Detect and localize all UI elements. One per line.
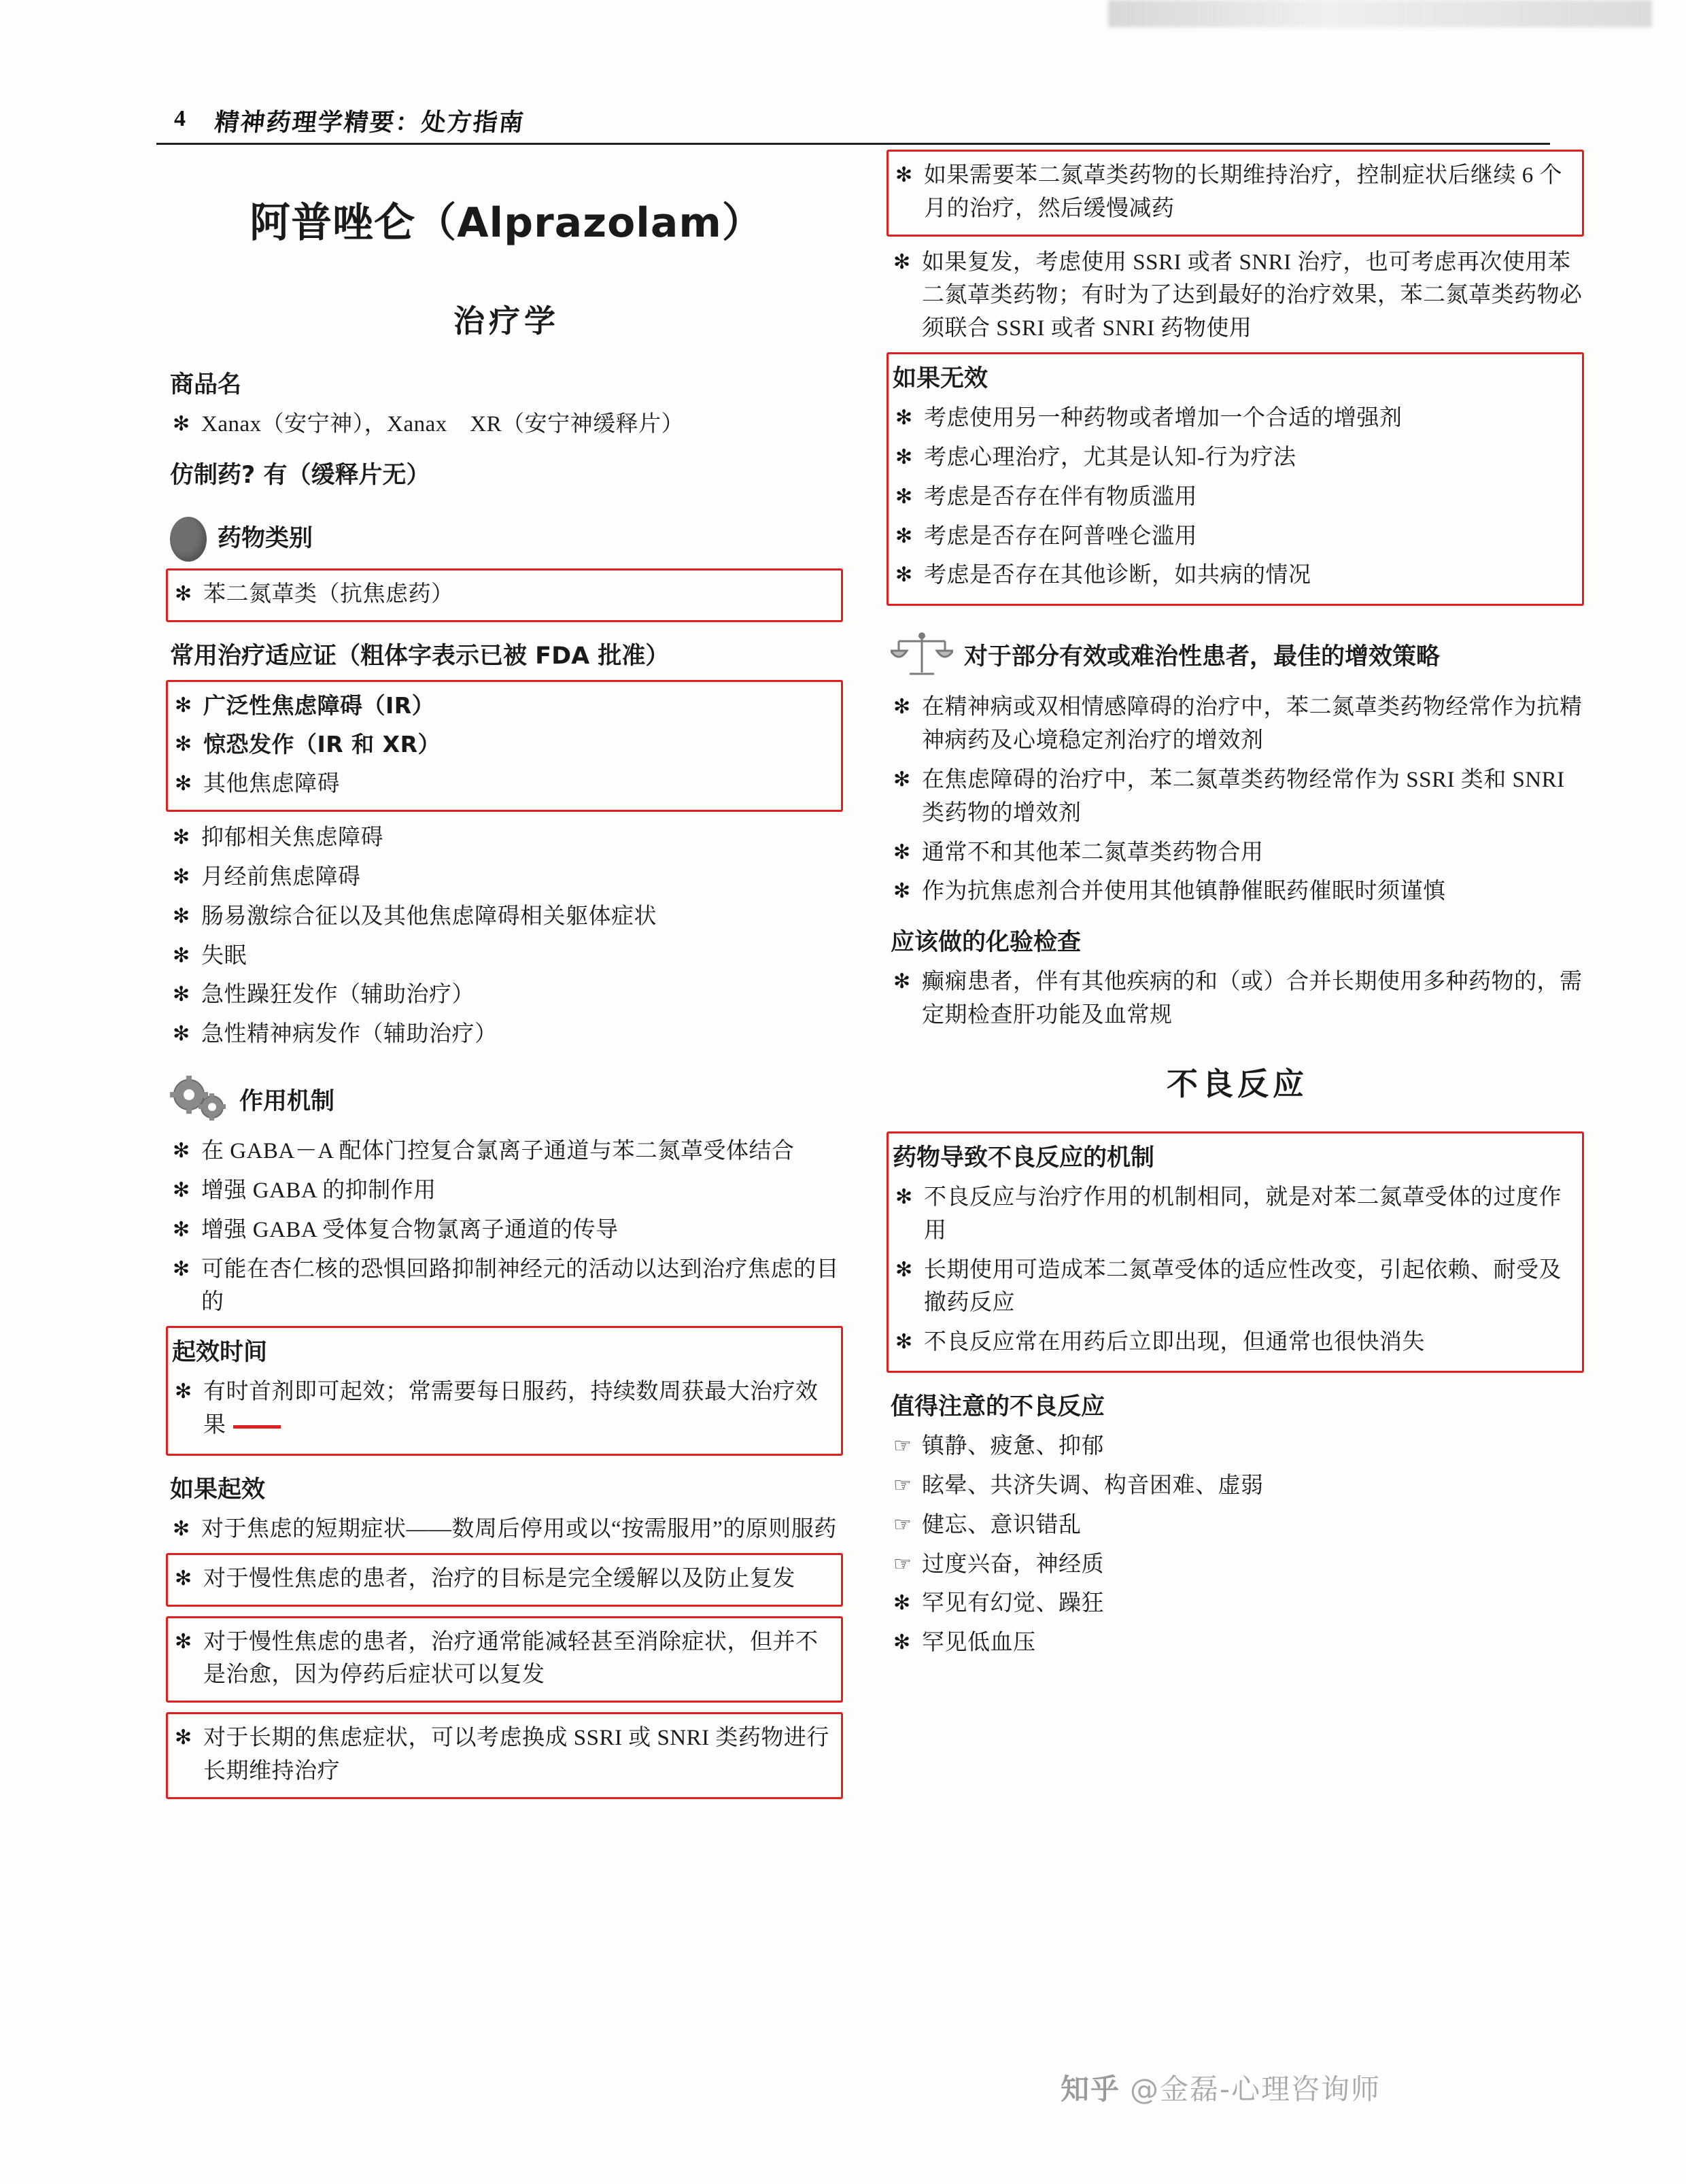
list-item-text: 过度兴奋，神经质: [922, 1552, 1104, 1577]
star-bullet-icon: ✻: [893, 250, 911, 273]
list-item: [893, 481, 1575, 514]
list-item-text: 惊恐发作（IR 和 XR）: [203, 731, 441, 758]
list-item-text: 对于慢性焦虑的患者，治疗的目标是完全缓解以及防止复发: [203, 1566, 795, 1591]
heading-notable-adverse: 值得注意的不良反应: [891, 1393, 1105, 1421]
highlight-box-if-works-2: [166, 1616, 843, 1703]
list-item: [170, 900, 843, 934]
star-bullet-icon: ✻: [175, 1630, 192, 1653]
watermark-logo: 知乎: [1061, 2072, 1121, 2106]
list-item: [172, 689, 834, 723]
augmentation-list: [891, 691, 1584, 908]
star-bullet-icon: ✻: [173, 1257, 190, 1280]
star-bullet-icon: ✻: [893, 1592, 911, 1615]
list-item: [891, 836, 1584, 870]
relapse-list: [891, 246, 1584, 345]
star-bullet-icon: ✻: [895, 164, 913, 186]
star-bullet-icon: ✻: [175, 732, 192, 757]
highlight-box-onset: [166, 1326, 843, 1456]
heading-adverse-mechanism: 药物导致不良反应的机制: [893, 1144, 1155, 1172]
star-bullet-icon: ✻: [895, 1185, 913, 1208]
list-item-text: 在精神病或双相情感障碍的治疗中，苯二氮䓬类药物经常作为抗精神病药及心境稳定剂治疗的增效剂: [922, 695, 1583, 753]
star-bullet-icon: ✻: [895, 564, 913, 587]
list-item-text: 眩晕、共济失调、构音困难、虚弱: [922, 1473, 1264, 1498]
highlight-box-maintenance: [887, 150, 1584, 237]
heading-indications: 常用治疗适应证（粗体字表示已被 FDA 批准）: [170, 642, 670, 670]
list-item: [891, 1509, 1584, 1542]
list-item-text: 对于慢性焦虑的患者，治疗通常能减轻甚至消除症状，但并不是治愈，因为停药后症状可以复发: [203, 1629, 819, 1688]
list-item-text: 不良反应与治疗作用的机制相同，就是对苯二氮䓬受体的过度作用: [924, 1184, 1562, 1243]
watermark: [1061, 2067, 1381, 2108]
star-bullet-icon: ✻: [893, 696, 911, 719]
list-item: [172, 1563, 834, 1596]
star-bullet-icon: ✻: [173, 413, 190, 435]
list-item-text: 不良反应常在用药后立即出现，但通常也很快消失: [924, 1330, 1425, 1355]
list-item: [893, 559, 1575, 592]
drug-class-list: [172, 578, 834, 611]
list-item-text: 长期使用可造成苯二氮䓬受体的适应性改变，引起依赖、耐受及撤药反应: [924, 1257, 1562, 1316]
star-bullet-icon: ✻: [173, 944, 190, 967]
indications-bold-list: [172, 689, 834, 801]
adverse-mechanism-list: [893, 1181, 1575, 1359]
highlight-box-if-works-1: [166, 1553, 843, 1607]
highlight-box-if-works-3: [166, 1712, 843, 1799]
list-item: [891, 966, 1584, 1032]
heading-if-works: 如果起效: [170, 1475, 266, 1503]
star-bullet-icon: ✻: [893, 970, 911, 993]
list-item-text: 对于焦虑的短期症状——数周后停用或以“按需服用”的原则服药: [201, 1516, 837, 1541]
list-item: [172, 1376, 834, 1442]
list-item: [891, 1469, 1584, 1503]
hand-bullet-icon: ☞: [893, 1513, 912, 1536]
list-item-text: 如果复发，考虑使用 SSRI 或者 SNRI 治疗，也可考虑再次使用苯二氮䓬类药物；有时为了达到最好的治疗效果，苯二氮䓬类药物必须联合 SSRI 或者 SNRI 药物使用: [922, 250, 1583, 341]
list-item: [893, 520, 1575, 553]
list-item: [893, 159, 1575, 226]
heading-generic: 仿制药? 有（缓释片无）: [170, 461, 430, 489]
heading-onset: 起效时间: [172, 1339, 268, 1367]
gears-icon: [170, 1076, 228, 1128]
if-works-list: [170, 1513, 843, 1546]
list-item: [891, 1430, 1584, 1463]
list-item-text: 增强 GABA 的抑制作用: [201, 1178, 436, 1203]
star-bullet-icon: ✻: [173, 1517, 190, 1540]
list-item: [172, 768, 834, 801]
list-item: [170, 821, 843, 855]
onset-list: [172, 1376, 834, 1442]
hand-bullet-icon: ☞: [893, 1435, 912, 1458]
list-item-text: 考虑是否存在伴有物质滥用: [924, 484, 1197, 509]
page-title: 阿普唑仑（Alprazolam）: [250, 199, 763, 247]
brand-name-list: [170, 408, 843, 441]
list-item-text: 广泛性焦虑障碍（IR）: [203, 692, 435, 719]
star-bullet-icon: ✻: [893, 768, 911, 791]
list-item-text: 癫痫患者，伴有其他疾病的和（或）合并长期使用多种药物的，需定期检查肝功能及血常规: [922, 970, 1583, 1028]
lab-tests-list: [891, 966, 1584, 1032]
list-item-text: 考虑是否存在阿普唑仑滥用: [924, 524, 1197, 549]
list-item-text: 在焦虑障碍的治疗中，苯二氮䓬类药物经常作为 SSRI 类和 SNRI 类药物的增效剂: [922, 767, 1565, 825]
list-item-text: 考虑是否存在其他诊断，如共病的情况: [924, 563, 1311, 588]
star-bullet-icon: ✻: [895, 1331, 913, 1354]
list-item-text: 对于长期的焦虑症状，可以考虑换成 SSRI 或 SNRI 类药物进行长期维持治疗: [203, 1726, 829, 1784]
star-bullet-icon: ✻: [173, 983, 190, 1006]
list-item: [170, 1018, 843, 1051]
star-bullet-icon: ✻: [173, 904, 190, 927]
watermark-user: @金磊-心理咨询师: [1130, 2072, 1381, 2106]
list-item-text: 增强 GABA 受体复合物氯离子通道的传导: [201, 1217, 619, 1242]
list-item: [170, 408, 843, 441]
list-item-text: 其他焦虑障碍: [203, 772, 340, 797]
list-item: [172, 1722, 834, 1788]
highlight-box-if-not-work: [887, 352, 1584, 606]
list-item: [170, 1253, 843, 1320]
star-bullet-icon: ✻: [175, 1726, 192, 1750]
if-not-work-list: [893, 402, 1575, 592]
list-item: [891, 691, 1584, 757]
list-item: [170, 861, 843, 894]
list-item: [891, 875, 1584, 908]
maintenance-list: [893, 159, 1575, 226]
pill-icon: [170, 517, 207, 562]
star-bullet-icon: ✻: [173, 1178, 190, 1201]
scan-artifact: [1108, 0, 1652, 27]
list-item-text: 考虑心理治疗，尤其是认知-行为疗法: [924, 445, 1296, 470]
star-bullet-icon: ✻: [895, 407, 913, 430]
list-item: [170, 1174, 843, 1208]
section-title-adverse: 不良反应: [1167, 1065, 1308, 1102]
list-item: [891, 1626, 1584, 1660]
star-bullet-icon: ✻: [895, 1258, 913, 1281]
list-item: [172, 1626, 834, 1692]
heading-if-not-work: 如果无效: [893, 365, 988, 393]
star-bullet-icon: ✻: [175, 1380, 192, 1403]
heading-brand-names: 商品名: [170, 371, 242, 398]
list-item-text: 急性精神病发作（辅助治疗）: [201, 1022, 498, 1047]
heading-mechanism: 作用机制: [239, 1087, 335, 1115]
heading-mechanism-row: [170, 1076, 843, 1128]
list-item-text: 苯二氮䓬类（抗焦虑药）: [203, 581, 454, 607]
list-item: [170, 1513, 843, 1546]
list-item: [172, 728, 834, 762]
list-item: [893, 1254, 1575, 1320]
list-item-text: 抑郁相关焦虑障碍: [201, 825, 383, 851]
section-title-therapeutics: 治疗学: [453, 303, 560, 339]
list-item-text: 肠易激综合征以及其他焦虑障碍相关躯体症状: [201, 904, 657, 929]
if-works-list-boxed-2: [172, 1626, 834, 1692]
heading-lab-tests: 应该做的化验检查: [891, 929, 1082, 957]
star-bullet-icon: ✻: [173, 1023, 190, 1046]
list-item: [891, 764, 1584, 830]
highlight-box-indications: [166, 680, 843, 812]
star-bullet-icon: ✻: [173, 826, 190, 849]
list-item-text: 月经前焦虑障碍: [201, 864, 361, 889]
heading-drug-class: 药物类别: [218, 525, 313, 553]
list-item-text: Xanax（安宁神），Xanax XR（安宁神缓释片）: [201, 412, 685, 437]
heading-augmentation-row: [891, 630, 1584, 684]
list-item: [893, 1326, 1575, 1359]
star-bullet-icon: ✻: [173, 1140, 190, 1163]
list-item: [891, 1587, 1584, 1620]
list-item-text: 罕见低血压: [922, 1631, 1036, 1656]
list-item-text: 作为抗焦虑剂合并使用其他镇静催眠药催眠时须谨慎: [922, 879, 1446, 904]
page-header: [156, 102, 1550, 143]
star-bullet-icon: ✻: [895, 445, 913, 468]
list-item: [893, 441, 1575, 475]
red-underline-mark: [233, 1425, 281, 1429]
list-item: [172, 578, 834, 611]
star-bullet-icon: ✻: [895, 485, 913, 508]
star-bullet-icon: ✻: [175, 1567, 192, 1590]
list-item-text: 在 GABA－A 配体门控复合氯离子通道与苯二氮䓬受体结合: [201, 1139, 795, 1164]
balance-scale-icon: [891, 630, 953, 684]
heading-drug-class-row: [170, 517, 843, 562]
star-bullet-icon: ✻: [175, 693, 192, 717]
list-item-text: 有时首剂即可起效；常需要每日服药，持续数周获最大治疗效果: [203, 1380, 819, 1438]
list-item: [893, 402, 1575, 435]
star-bullet-icon: ✻: [893, 840, 911, 864]
list-item-text: 考虑使用另一种药物或者增加一个合适的增强剂: [924, 406, 1403, 431]
notable-adverse-list: [891, 1430, 1584, 1660]
right-column: [891, 143, 1584, 1666]
list-item: [170, 978, 843, 1012]
if-works-list-boxed-1: [172, 1563, 834, 1596]
list-item-text: 健忘、意识错乱: [922, 1512, 1082, 1537]
list-item: [893, 1181, 1575, 1248]
hand-bullet-icon: ☞: [893, 1552, 912, 1575]
hand-bullet-icon: ☞: [893, 1473, 912, 1497]
star-bullet-icon: ✻: [175, 582, 192, 605]
list-item-text: 急性躁狂发作（辅助治疗）: [201, 983, 475, 1008]
star-bullet-icon: ✻: [173, 865, 190, 888]
mechanism-list: [170, 1135, 843, 1319]
list-item: [170, 1135, 843, 1168]
star-bullet-icon: ✻: [893, 880, 911, 903]
running-title: 精神药理学精要：处方指南: [213, 109, 526, 137]
page-number: 4: [174, 106, 186, 131]
list-item-text: 失眠: [201, 943, 247, 968]
star-bullet-icon: ✻: [175, 772, 192, 796]
list-item-text: 如果需要苯二氮䓬类药物的长期维持治疗，控制症状后继续 6 个月的治疗，然后缓慢减药: [924, 163, 1562, 221]
list-item-text: 通常不和其他苯二氮䓬类药物合用: [922, 840, 1264, 865]
star-bullet-icon: ✻: [893, 1631, 911, 1654]
list-item: [170, 940, 843, 973]
star-bullet-icon: ✻: [895, 524, 913, 547]
list-item: [891, 246, 1584, 345]
list-item-text: 罕见有幻觉、躁狂: [922, 1591, 1104, 1616]
list-item-text: 可能在杏仁核的恐惧回路抑制神经元的活动以达到治疗焦虑的目的: [201, 1257, 839, 1315]
list-item: [170, 1214, 843, 1247]
list-item-text: 镇静、疲惫、抑郁: [922, 1434, 1104, 1459]
highlight-box-adverse-mechanism: [887, 1131, 1584, 1373]
heading-augmentation: 对于部分有效或难治性患者，最佳的增效策略: [964, 643, 1441, 671]
if-works-list-boxed-3: [172, 1722, 834, 1788]
highlight-box-drug-class: [166, 568, 843, 622]
left-column: [170, 160, 843, 1809]
list-item: [891, 1548, 1584, 1582]
star-bullet-icon: ✻: [173, 1218, 190, 1241]
indications-rest-list: [170, 821, 843, 1051]
